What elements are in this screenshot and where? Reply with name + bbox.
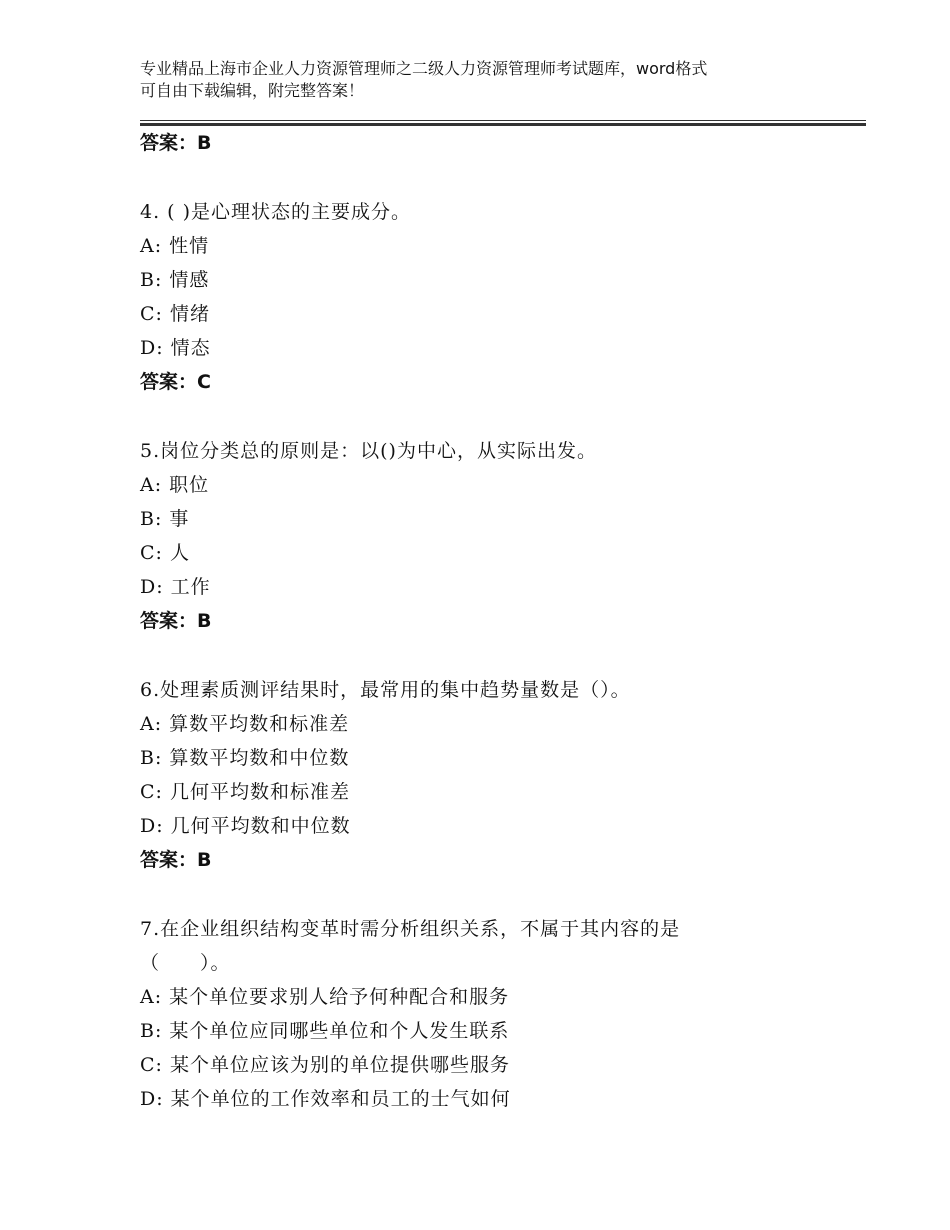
- answer-prev: 答案：B: [140, 132, 212, 154]
- question-4-stem: 4. ( )是心理状态的主要成分。: [140, 201, 412, 223]
- question-5-option-c: C: 人: [140, 542, 190, 564]
- question-7-option-b: B: 某个单位应同哪些单位和个人发生联系: [140, 1020, 510, 1042]
- question-7-option-a: A: 某个单位要求别人给予何种配合和服务: [140, 986, 510, 1008]
- question-7-option-c: C: 某个单位应该为别的单位提供哪些服务: [140, 1054, 510, 1076]
- header-line-2: 可自由下载编辑，附完整答案！: [140, 81, 365, 100]
- question-6-answer: 答案：B: [140, 849, 212, 871]
- question-5-stem: 5.岗位分类总的原则是：以()为中心，从实际出发。: [140, 440, 597, 462]
- question-4-option-d: D: 情态: [140, 337, 211, 359]
- header-rule-thin: [140, 120, 866, 121]
- question-5-option-d: D: 工作: [140, 576, 211, 598]
- question-6-option-c: C: 几何平均数和标准差: [140, 781, 350, 803]
- question-6-option-a: A: 算数平均数和标准差: [140, 713, 350, 735]
- question-6-option-d: D: 几何平均数和中位数: [140, 815, 351, 837]
- question-5-option-a: A: 职位: [140, 474, 210, 496]
- question-6-stem: 6.处理素质测评结果时，最常用的集中趋势量数是（）。: [140, 679, 631, 701]
- question-5-option-b: B: 事: [140, 508, 190, 530]
- question-5-answer: 答案：B: [140, 610, 212, 632]
- header-rule-thick: [140, 123, 866, 126]
- question-4-answer: 答案：C: [140, 371, 211, 393]
- question-4-option-a: A: 性情: [140, 235, 210, 257]
- question-7-option-d: D: 某个单位的工作效率和员工的士气如何: [140, 1088, 511, 1110]
- question-7-stem-line-2: （ ）。: [140, 952, 231, 974]
- question-7-stem-line-1: 7.在企业组织结构变革时需分析组织关系，不属于其内容的是: [140, 918, 681, 940]
- question-6-option-b: B: 算数平均数和中位数: [140, 747, 350, 769]
- header-line-1: 专业精品上海市企业人力资源管理师之二级人力资源管理师考试题库，word格式: [140, 59, 708, 78]
- question-4-option-b: B: 情感: [140, 269, 210, 291]
- question-4-option-c: C: 情绪: [140, 303, 210, 325]
- page-header: [140, 58, 840, 102]
